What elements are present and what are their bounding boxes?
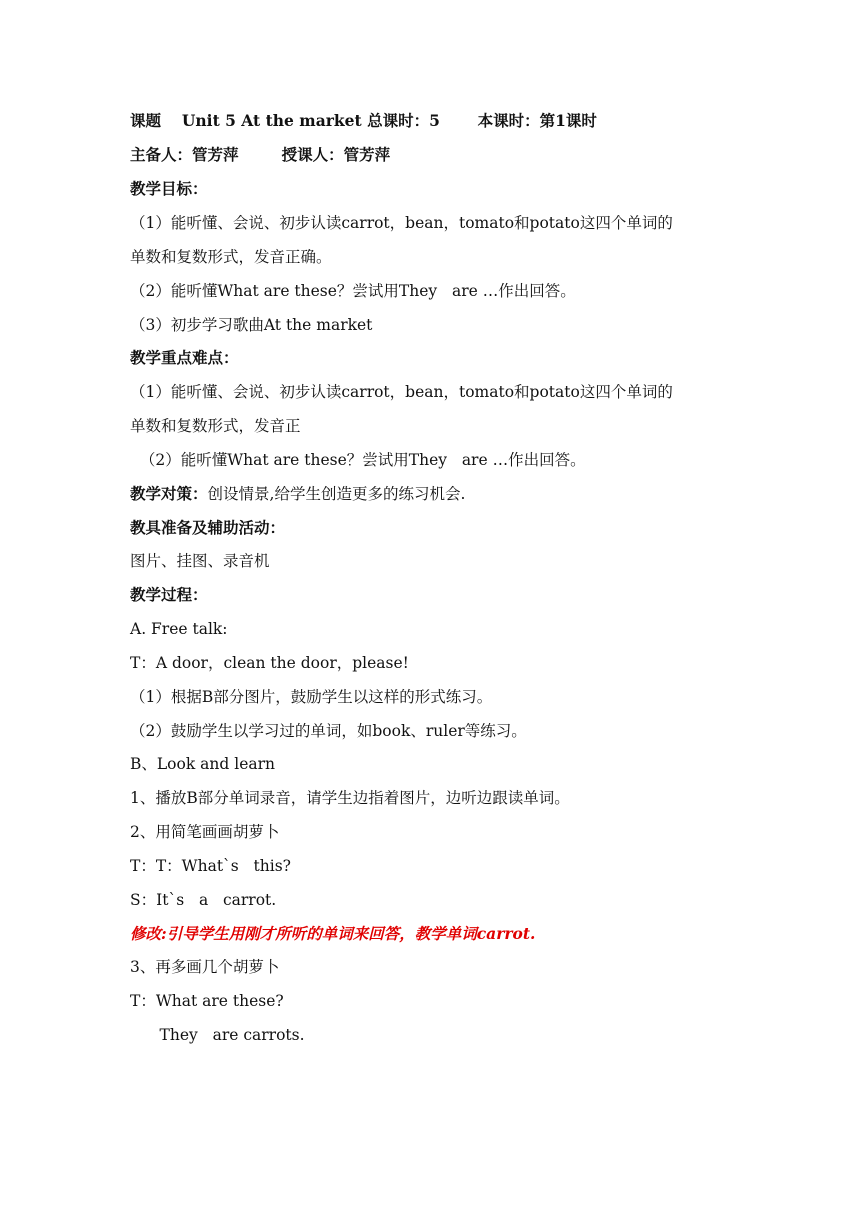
objective-1-cont: 单数和复数形式，发音正确。 (130, 248, 332, 266)
dialogue-line: T：A door，clean the door，please! (130, 654, 409, 672)
objective-3: （3）初步学习歌曲At the market (130, 316, 373, 334)
objectives-heading: 教学目标： (130, 179, 208, 198)
key-points-heading: 教学重点难点： (130, 348, 239, 367)
strategy-label: 教学对策： (130, 484, 208, 503)
key-point-1: （1）能听懂、会说、初步认读carrot，bean，tomato和potato这四个单词的 (130, 383, 673, 401)
objective-2: （2）能听懂What are these？尝试用They are …作出回答。 (130, 282, 576, 300)
dialogue-line: They are carrots. (130, 1026, 305, 1044)
strategy-line (130, 484, 465, 504)
dialogue-line: T：T：What`s this? (130, 857, 291, 875)
step-a-2: （2）鼓励学生以学习过的单词，如book、ruler等练习。 (130, 722, 527, 740)
step-a-1: （1）根据B部分图片，鼓励学生以这样的形式练习。 (130, 688, 493, 706)
step-b-1: 1、播放B部分单词录音，请学生边指着图片，边听边跟读单词。 (130, 789, 570, 807)
process-heading: 教学过程： (130, 585, 208, 604)
strategy-text: 创设情景,给学生创造更多的练习机会. (207, 485, 466, 503)
title-line: 课题 Unit 5 At the market 总课时：5 本课时：第1课时 (130, 111, 597, 130)
materials-list: 图片、挂图、录音机 (130, 552, 270, 570)
section-b-title: B、Look and learn (130, 755, 276, 773)
teacher-line: 主备人：管芳萍 授课人：管芳萍 (130, 145, 391, 164)
objective-1: （1）能听懂、会说、初步认读carrot，bean，tomato和potato这四个单词的 (130, 214, 673, 232)
section-a-title: A. Free talk: (130, 620, 228, 638)
step-b-2: 2、用简笔画画胡萝卜 (130, 823, 280, 841)
revision-note: 修改:引导学生用刚才所听的单词来回答，教学单词carrot. (130, 924, 536, 943)
dialogue-line: T：What are these? (130, 992, 284, 1010)
dialogue-line: S：It`s a carrot. (130, 891, 277, 909)
key-point-2: （2）能听懂What are these？尝试用They are …作出回答。 (130, 451, 586, 469)
step-b-3: 3、再多画几个胡萝卜 (130, 958, 280, 976)
materials-heading: 教具准备及辅助活动： (130, 518, 286, 537)
key-point-1-cont: 单数和复数形式，发音正 (130, 417, 301, 435)
